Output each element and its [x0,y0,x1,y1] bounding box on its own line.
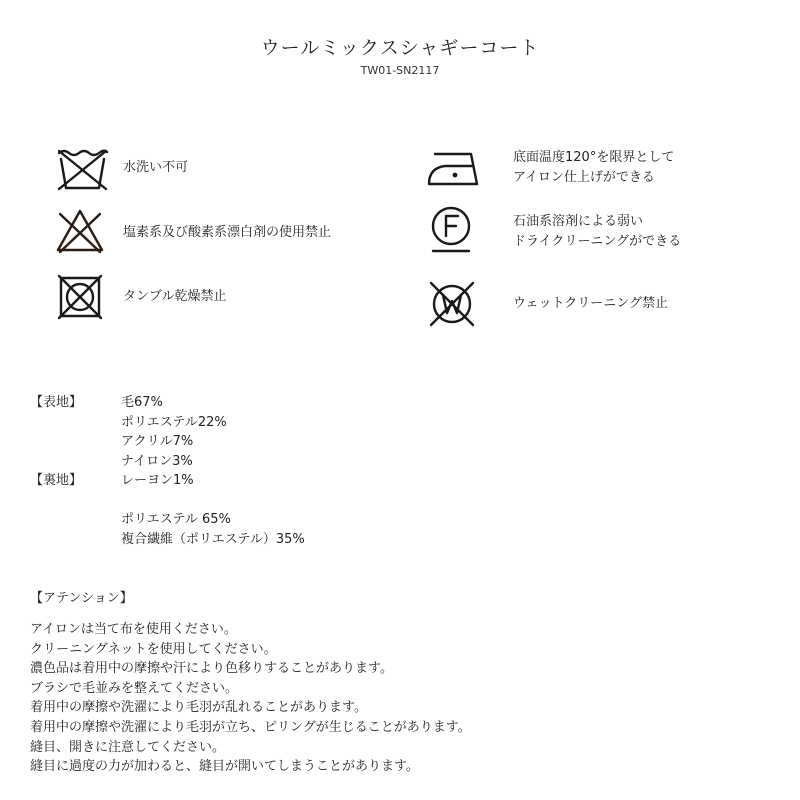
attention-line: 着用中の摩擦や洗濯により毛羽が乱れることがあります。 [30,700,367,716]
tumble-dry-prohibited-icon [57,274,103,320]
fabric-line: レーヨン1% [121,473,194,488]
care-label [123,223,331,243]
attention-line: 着用中の摩擦や洗濯により毛羽が立ち、ピリングが生じることがあります。 [30,719,471,735]
care-label [513,148,674,188]
attention-line: 縫目に過度の力が加わると、縫目が開いてしまうことがあります。 [30,759,419,775]
care-label-line: ドライクリーニングができる [513,234,682,249]
product-title: ウールミックスシャギーコート [260,37,540,59]
fabric-line: ナイロン3% [121,453,193,469]
attention-line: クリーニングネットを使用してください。 [30,641,277,657]
attention-line: アイロンは当て布を使用ください。 [30,622,237,637]
care-label [513,212,681,252]
attention-heading: 【アテンション】 [30,591,133,606]
attention-line: 縫目、開きに注意してください。 [30,739,226,755]
attention-line: ブラシで毛並みを整えてください。 [30,680,239,696]
fabric-line: ポリエステル 65% [121,512,231,527]
dry-clean-f-icon [428,205,474,257]
wet-clean-prohibited-icon [428,280,476,328]
care-label-line: 塩素系及び酸素系漂白剤の使用禁止 [123,225,332,240]
product-code: TW01-SN2117 [360,64,440,77]
fabric-line: 毛67% [121,395,163,410]
care-label-line: 底面温度120°を限界として [513,150,675,165]
fabric-line: 複合繊維（ポリエステル）35% [121,531,305,547]
care-label-line: タンブル乾燥禁止 [123,289,227,304]
lining-fabric-label: 【裏地】 [30,473,83,488]
iron-low-temperature-icon [425,148,485,188]
outer-fabric-label: 【表地】 [30,395,83,410]
care-label-line: アイロン仕上げができる [513,170,655,185]
fabric-line: ポリエステル22% [121,414,227,430]
care-label-line: 石油系溶剤による弱い [513,214,644,229]
attention-notes [30,620,471,777]
fabric-line: アクリル7% [121,434,194,449]
care-label-line: ウェットクリーニング禁止 [513,296,668,311]
attention-line: 濃色品は着用中の摩擦や汗により色移りすることがあります。 [30,661,393,677]
bleach-prohibited-icon [55,208,105,254]
hand-wash-prohibited-icon [55,145,110,193]
care-label [123,287,226,307]
care-label [513,294,668,314]
care-label-line: 水洗い不可 [123,160,189,175]
care-label [123,158,188,178]
